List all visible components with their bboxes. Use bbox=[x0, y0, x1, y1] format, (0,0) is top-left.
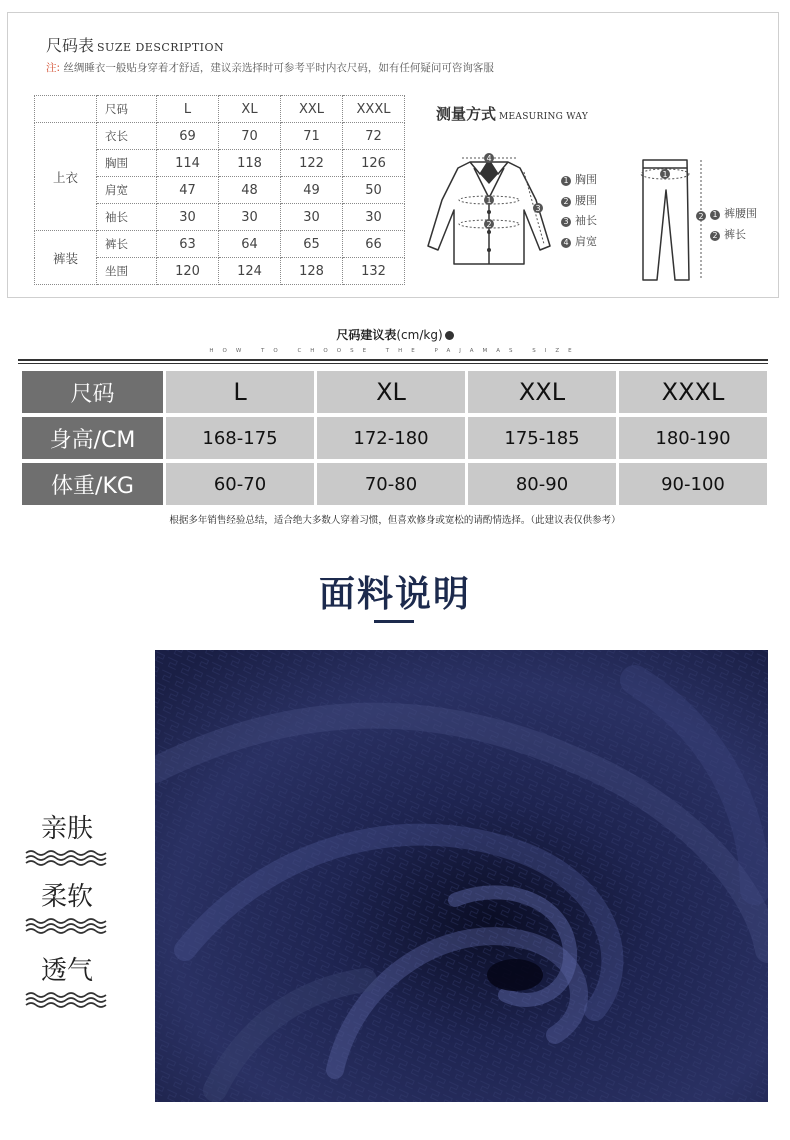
table-cell: 64 bbox=[219, 231, 281, 258]
legend-item bbox=[710, 204, 757, 225]
fabric-title: 面料说明 bbox=[318, 574, 471, 615]
height-cell: 175-185 bbox=[468, 417, 616, 459]
pants-diagram bbox=[625, 140, 710, 290]
size-title-cn: 尺码表 bbox=[46, 36, 95, 55]
table-row bbox=[35, 231, 405, 258]
fabric-swirl-image bbox=[155, 650, 768, 1102]
legend-label: 腰围 bbox=[575, 193, 597, 207]
header-xxxl: XXXL bbox=[343, 96, 405, 123]
legend-item bbox=[561, 170, 597, 191]
table-cell: 69 bbox=[157, 123, 219, 150]
pants-legend bbox=[710, 204, 757, 245]
table-cell: 63 bbox=[157, 231, 219, 258]
feature-label: 柔软 bbox=[40, 882, 93, 912]
size-recommend-table bbox=[22, 371, 764, 505]
size-title-en: SUZE DESCRIPTION bbox=[97, 41, 225, 54]
wave-icon bbox=[24, 917, 112, 935]
weight-cell: 60-70 bbox=[166, 463, 314, 505]
feature-label: 透气 bbox=[40, 956, 93, 986]
table-header-row bbox=[35, 96, 405, 123]
table-cell: 132 bbox=[343, 258, 405, 285]
note-text: 丝绸睡衣一般贴身穿着才舒适，建议亲选择时可参考平时内衣尺码，如有任何疑问可咨询客服 bbox=[63, 62, 494, 74]
pants-group-label: 裤装 bbox=[35, 231, 97, 285]
title-underline bbox=[374, 620, 414, 623]
legend-number: 4 bbox=[561, 238, 571, 248]
jacket-legend bbox=[561, 170, 597, 252]
table-cell: 48 bbox=[219, 177, 281, 204]
measuring-title bbox=[436, 103, 588, 124]
wave-icon bbox=[24, 991, 112, 1009]
header-xl: XL bbox=[219, 96, 281, 123]
corner-cell bbox=[35, 96, 97, 123]
svg-text:2: 2 bbox=[698, 212, 704, 221]
size-cell: XL bbox=[317, 371, 465, 413]
legend-number: 1 bbox=[561, 176, 571, 186]
size-title bbox=[46, 33, 224, 56]
legend-label: 裤长 bbox=[724, 227, 746, 241]
row-part: 袖长 bbox=[97, 204, 157, 231]
measuring-title-cn: 测量方式 bbox=[436, 105, 497, 123]
recommend-subtitle: HOW TO CHOOSE THE PAJAMAS SIZE bbox=[209, 348, 581, 354]
divider bbox=[18, 359, 768, 361]
header-size: 尺码 bbox=[97, 96, 157, 123]
weight-row-label: 体重/KG bbox=[22, 463, 163, 505]
size-cell: XXXL bbox=[619, 371, 767, 413]
top-group-label: 上衣 bbox=[35, 123, 97, 231]
table-cell: 72 bbox=[343, 123, 405, 150]
legend-item bbox=[561, 211, 597, 232]
table-cell: 30 bbox=[281, 204, 343, 231]
table-cell: 126 bbox=[343, 150, 405, 177]
feature-soft bbox=[24, 876, 112, 935]
legend-number: 2 bbox=[561, 197, 571, 207]
height-cell: 168-175 bbox=[166, 417, 314, 459]
legend-number: 2 bbox=[710, 231, 720, 241]
table-cell: 66 bbox=[343, 231, 405, 258]
table-cell: 49 bbox=[281, 177, 343, 204]
measuring-title-en: MEASURING WAY bbox=[499, 112, 589, 122]
table-cell: 30 bbox=[157, 204, 219, 231]
weight-cell: 80-90 bbox=[468, 463, 616, 505]
table-cell: 124 bbox=[219, 258, 281, 285]
table-cell: 122 bbox=[281, 150, 343, 177]
legend-item bbox=[561, 232, 597, 253]
table-cell: 47 bbox=[157, 177, 219, 204]
legend-item bbox=[710, 225, 757, 246]
svg-text:3: 3 bbox=[535, 204, 541, 213]
table-cell: 70 bbox=[219, 123, 281, 150]
recommend-unit: (cm/kg) bbox=[396, 328, 443, 342]
table-cell: 30 bbox=[343, 204, 405, 231]
table-cell: 65 bbox=[281, 231, 343, 258]
row-part: 衣长 bbox=[97, 123, 157, 150]
feature-label: 亲肤 bbox=[40, 814, 93, 844]
row-part: 裤长 bbox=[97, 231, 157, 258]
garment-size-table bbox=[34, 95, 405, 285]
table-row bbox=[35, 123, 405, 150]
size-cell: L bbox=[166, 371, 314, 413]
divider bbox=[18, 363, 768, 364]
legend-label: 肩宽 bbox=[575, 234, 597, 248]
recommend-note: 根据多年销售经验总结，适合绝大多数人穿着习惯，但喜欢修身或宽松的请酌情选择。（此建议表仅供参考） bbox=[169, 515, 621, 526]
feature-skin-friendly bbox=[24, 808, 112, 867]
row-part: 胸围 bbox=[97, 150, 157, 177]
table-cell: 128 bbox=[281, 258, 343, 285]
legend-label: 裤腰围 bbox=[724, 207, 757, 220]
svg-text:4: 4 bbox=[486, 154, 492, 163]
header-l: L bbox=[157, 96, 219, 123]
legend-number: 1 bbox=[710, 210, 720, 220]
wave-icon bbox=[24, 849, 112, 867]
table-cell: 50 bbox=[343, 177, 405, 204]
chevron-down-icon bbox=[445, 331, 454, 340]
recommend-title bbox=[0, 326, 790, 343]
table-cell: 114 bbox=[157, 150, 219, 177]
svg-text:1: 1 bbox=[486, 196, 492, 205]
fabric-photo bbox=[155, 650, 768, 1102]
legend-number: 3 bbox=[561, 217, 571, 227]
table-cell: 71 bbox=[281, 123, 343, 150]
table-cell: 120 bbox=[157, 258, 219, 285]
feature-breathable bbox=[24, 950, 112, 1009]
weight-cell: 70-80 bbox=[317, 463, 465, 505]
legend-label: 袖长 bbox=[575, 214, 597, 227]
size-cell: XXL bbox=[468, 371, 616, 413]
size-note bbox=[46, 60, 494, 75]
table-cell: 118 bbox=[219, 150, 281, 177]
jacket-diagram bbox=[418, 140, 560, 270]
recommend-title-text: 尺码建议表 bbox=[336, 328, 397, 342]
height-cell: 172-180 bbox=[317, 417, 465, 459]
header-xxl: XXL bbox=[281, 96, 343, 123]
note-mark: 注: bbox=[46, 62, 61, 74]
size-row-label: 尺码 bbox=[22, 371, 163, 413]
svg-text:1: 1 bbox=[662, 170, 668, 179]
svg-text:2: 2 bbox=[486, 220, 492, 229]
table-cell: 30 bbox=[219, 204, 281, 231]
row-part: 坐围 bbox=[97, 258, 157, 285]
weight-cell: 90-100 bbox=[619, 463, 767, 505]
legend-item bbox=[561, 191, 597, 212]
row-part: 肩宽 bbox=[97, 177, 157, 204]
height-cell: 180-190 bbox=[619, 417, 767, 459]
height-row-label: 身高/CM bbox=[22, 417, 163, 459]
legend-label: 胸围 bbox=[575, 173, 597, 186]
